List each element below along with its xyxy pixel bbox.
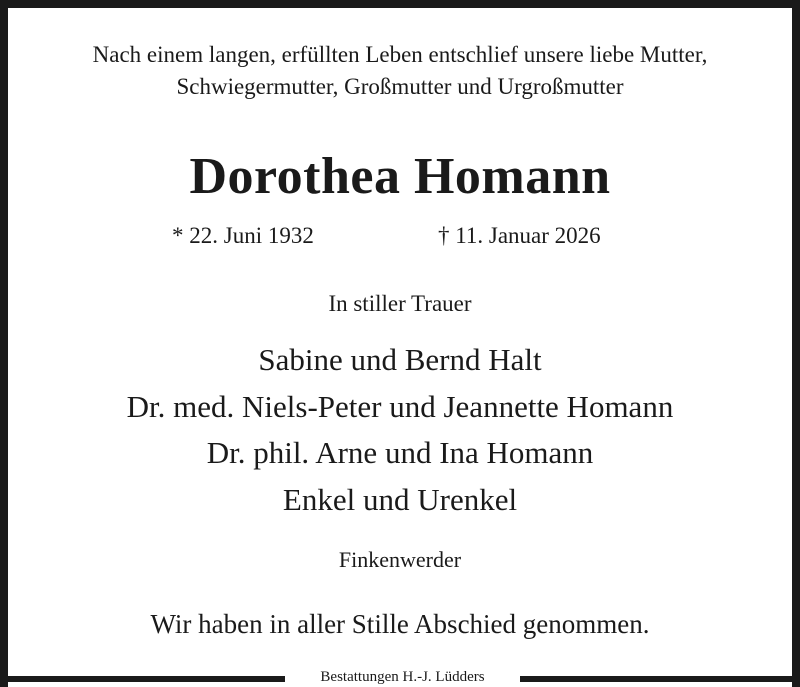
place-name: Finkenwerder <box>338 547 462 572</box>
mourner-name: Dr. phil. Arne und Ina Homann <box>206 435 594 470</box>
mourner-name: Sabine und Bernd Halt <box>258 342 542 377</box>
mourner-name: Enkel und Urenkel <box>282 482 518 517</box>
deceased-name: Dorothea Homann <box>189 148 611 205</box>
birth-date: * 22. Juni 1932 <box>172 223 314 248</box>
death-date: † 11. Januar 2026 <box>438 223 601 248</box>
bottom-rule-left <box>0 676 285 682</box>
undertaker-credit: Bestattungen H.-J. Lüdders <box>320 669 485 685</box>
mourning-line: In stiller Trauer <box>328 291 472 316</box>
intro-line-2: Schwiegermutter, Großmutter und Urgroßmutter <box>176 74 624 99</box>
intro-line-1: Nach einem langen, erfüllten Leben entschlief unsere liebe Mutter, <box>92 42 708 67</box>
mourner-name: Dr. med. Niels-Peter und Jeannette Homann <box>126 389 674 424</box>
closing-line: Wir haben in aller Stille Abschied genommen. <box>150 609 650 639</box>
bottom-rule-right <box>520 676 800 682</box>
